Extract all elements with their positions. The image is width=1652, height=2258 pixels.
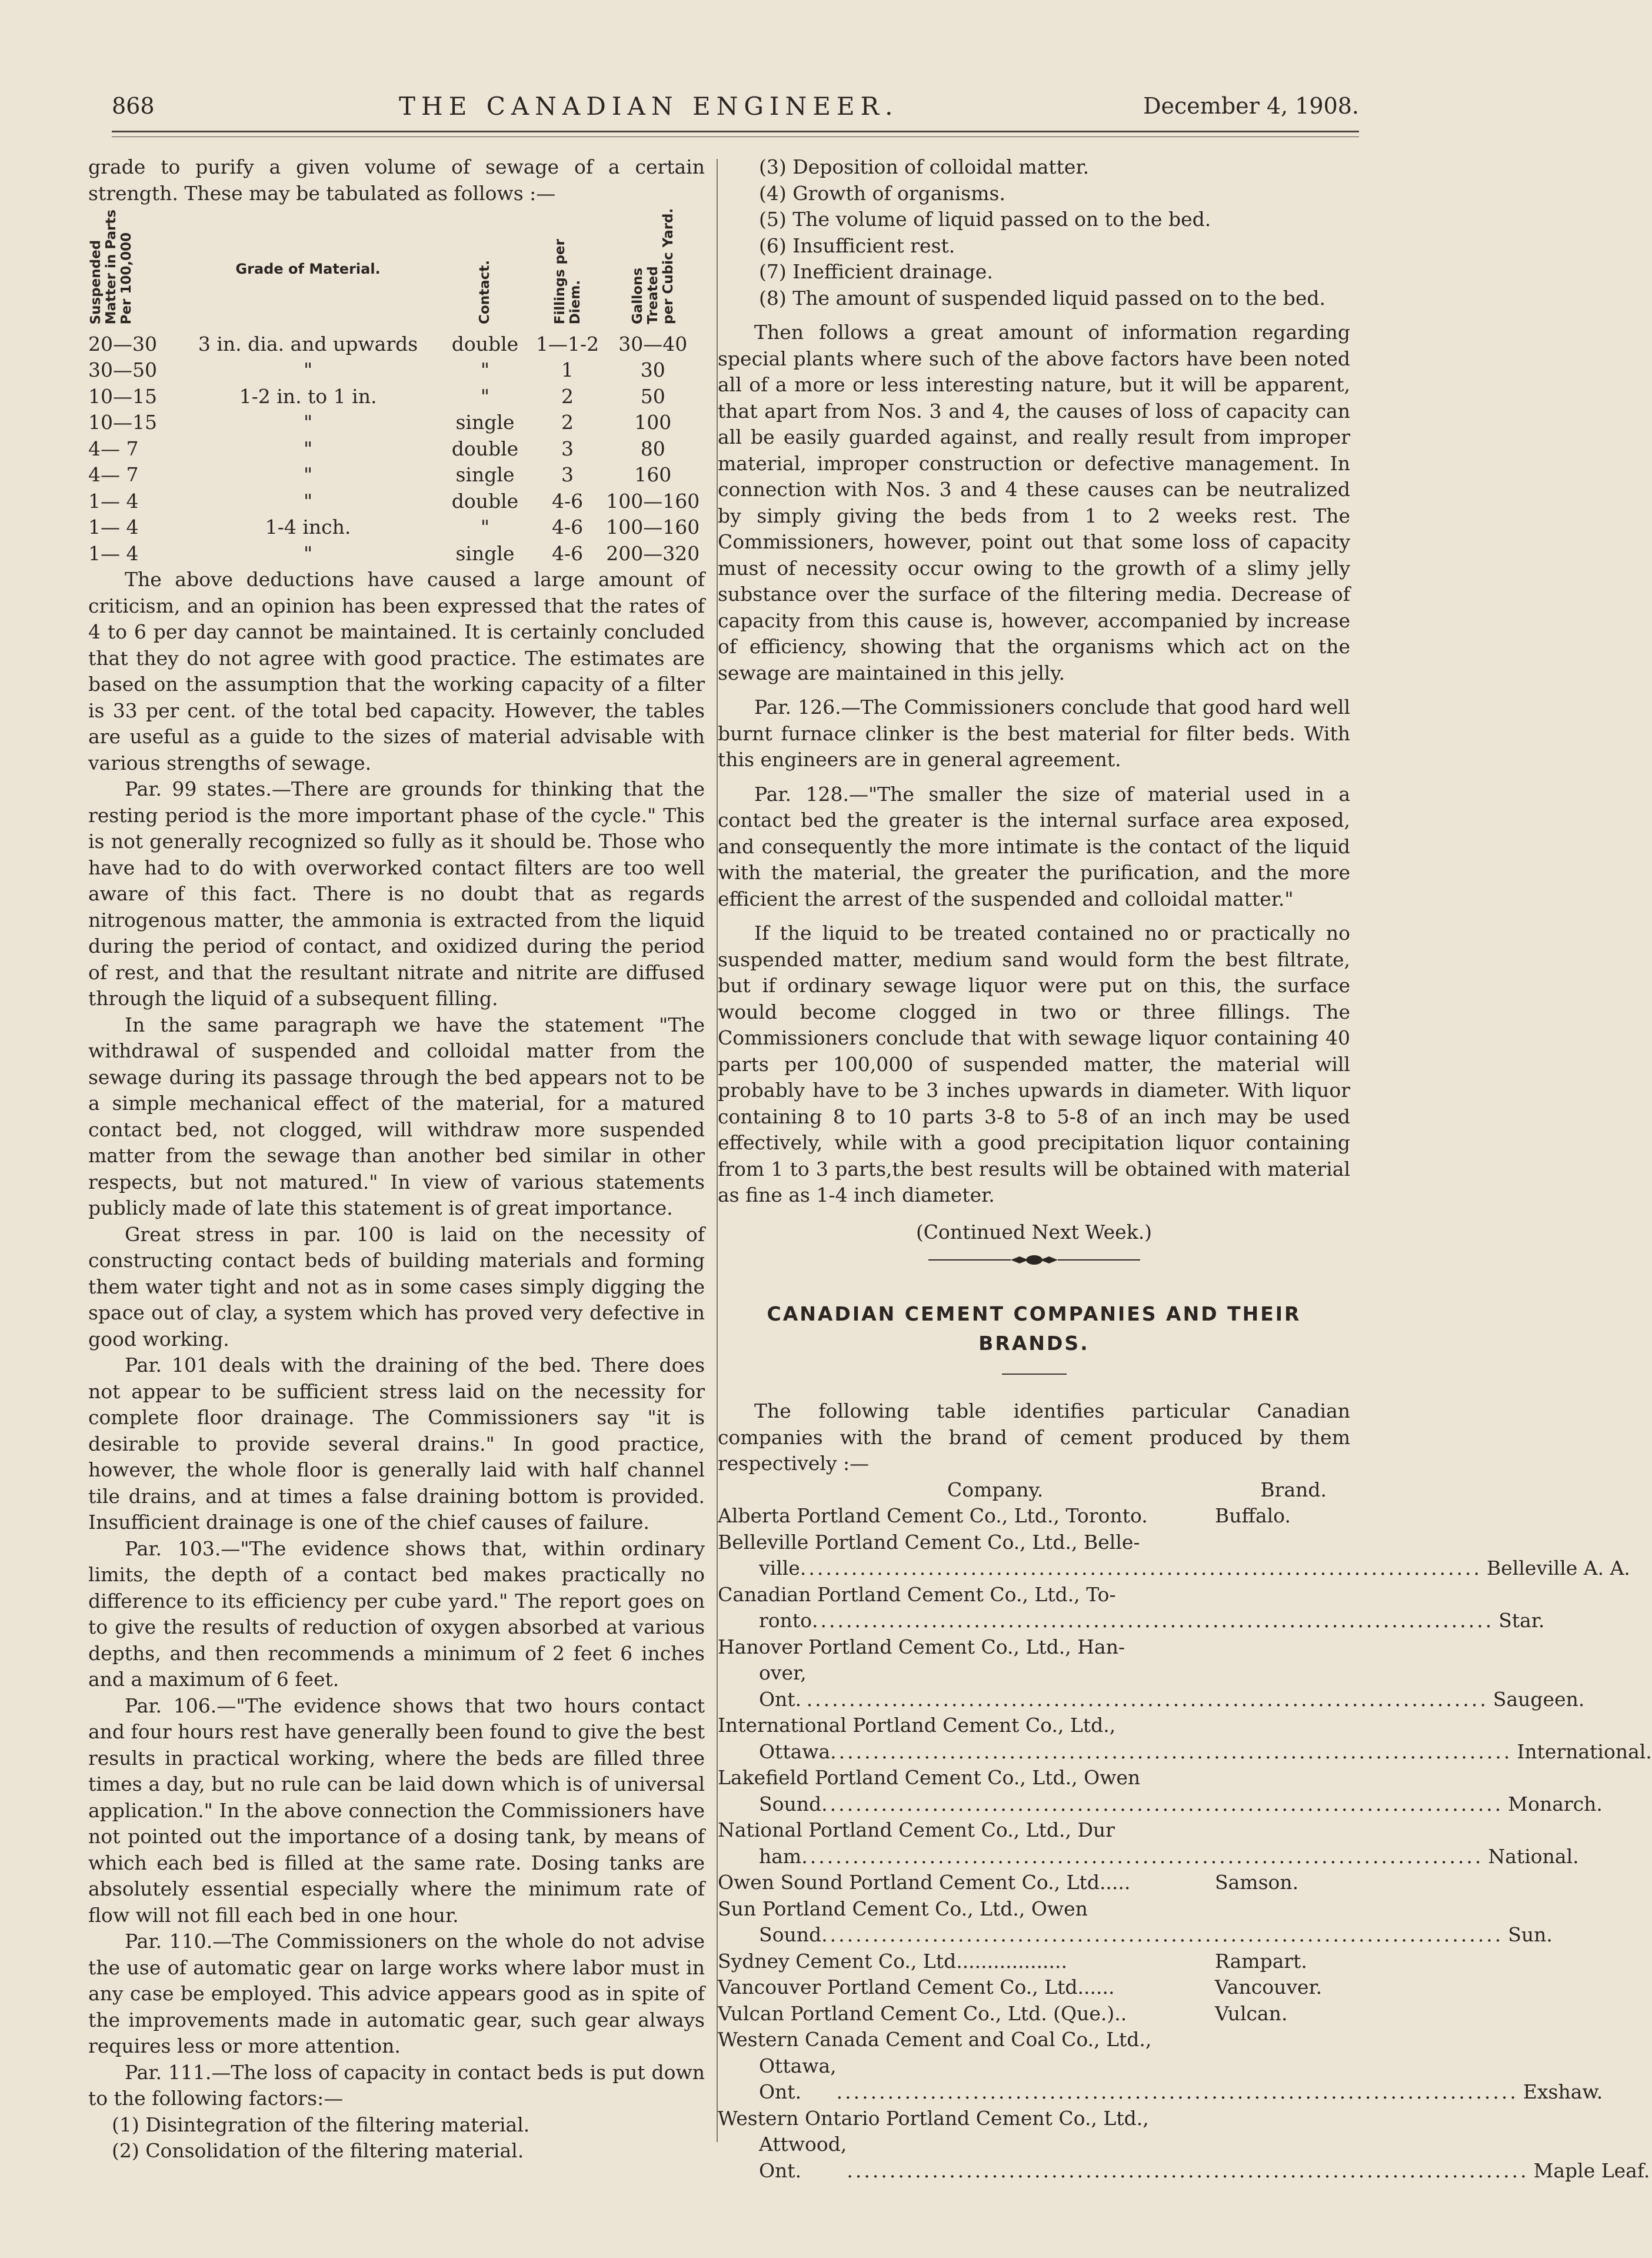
suspended-matter-cell: 10—15	[88, 384, 157, 408]
dot-leader: ................................................................................	[801, 1844, 1484, 1868]
contact-cell: double	[451, 332, 519, 355]
header-rule	[112, 131, 1359, 132]
journal-title: THE CANADIAN ENGINEER.	[399, 91, 899, 121]
cement-intro: The following table identifies particular Canadian companies with the brand of cement produced by them respectively :—	[718, 1399, 1350, 1475]
header-contact: Contact.	[477, 260, 493, 324]
company-name: Western Ontario Portland Cement Co., Ltd.,	[718, 2106, 1149, 2130]
brand-entry	[718, 2027, 1603, 2106]
company-name-tail: over, Ont.	[759, 1661, 807, 1711]
body-paragraph: In the same paragraph we have the statement "The withdrawal of suspended and colloidal matter from the sewage during its passage through the bed appears not to be a simple mechanical effect of the material, for a matured contact bed, not clogged, will withdraw more suspended matter from the sewage than another bed similar in other respects, but not matured." In view of various statements publicly made of late this statement is of great importance.	[88, 1013, 705, 1219]
brand-name: Vulcan.	[1215, 2001, 1288, 2025]
suspended-matter-cell: 30—50	[88, 358, 157, 381]
factor-item: (3) Deposition of colloidal matter.	[759, 155, 1090, 178]
company-column-header: Company.	[947, 1478, 1044, 1501]
gallons-cell: 30	[640, 358, 665, 381]
gallons-cell: 30—40	[618, 332, 688, 355]
brand-name: International.	[1517, 1740, 1652, 1763]
left-body-text	[88, 567, 705, 2112]
company-name-continuation	[718, 1660, 1585, 1712]
factor-item: (7) Inefficient drainage.	[759, 260, 993, 283]
fillings-cell: 1	[561, 358, 574, 381]
company-name-continuation	[718, 1608, 1545, 1634]
body-paragraph: Par. 128.—"The smaller the size of material used in a contact bed the greater is the internal surface area exposed, and consequently the more intimate is the contact of the liquid with the material, the greater the purification, and the more efficient the arrest of the suspended and colloidal matter."	[718, 782, 1350, 910]
fillings-cell: 1—1-2	[535, 332, 599, 355]
brand-name: Vancouver.	[1215, 1976, 1323, 1998]
table-row	[88, 488, 705, 515]
table-row	[88, 331, 705, 358]
grade-cell: "	[303, 463, 313, 486]
brand-entry	[718, 1817, 1579, 1870]
ornament-divider	[718, 1251, 1350, 1275]
gallons-cell: 100—160	[606, 489, 700, 513]
suspended-matter-cell: 4— 7	[88, 463, 139, 486]
dot-leader: ................................................................................	[830, 1740, 1513, 1763]
suspended-matter-cell: 4— 7	[88, 437, 139, 460]
company-name: Alberta Portland Cement Co., Ltd., Toronto.	[718, 1504, 1148, 1527]
body-paragraph: Par. 103.—"The evidence shows that, within ordinary limits, the depth of a contact bed makes practically no difference to its efficiency per cube yard." The report goes on to give the results of reduction of oxygen absorbed at various depths, and then recommends a minimum of 2 feet 6 inches and a maximum of 6 feet.	[88, 1537, 705, 1691]
table-row	[88, 436, 705, 463]
company-name: Canadian Portland Cement Co., Ltd., To-	[718, 1582, 1116, 1606]
brand-entry	[718, 2106, 1650, 2184]
grade-cell: "	[303, 489, 313, 513]
brands-table-header	[718, 1477, 1350, 1504]
fillings-cell: 3	[561, 437, 574, 460]
contact-cell: "	[480, 516, 490, 538]
company-name-tail: ville	[759, 1557, 800, 1579]
contact-cell: single	[455, 411, 515, 434]
body-paragraph: Par. 99 states.—There are grounds for thinking that the resting period is the more important phase of the cycle." This is not generally recognized so fully as it should be. Those who have had to do with overworked contact filters are too well aware of this fact. There is no doubt that as regards nitrogenous matter, the ammonia is extracted from the liquid during the period of contact, and oxidized during the period of rest, and that the resultant nitrate and nitrite are diffused through the liquid of a subsequent filling.	[88, 777, 705, 1010]
company-name-continuation	[718, 1844, 1579, 1870]
company-name-tail: Ottawa	[759, 1740, 831, 1763]
company-name-continuation	[718, 2053, 1603, 2106]
grade-cell: 1-4 inch.	[265, 516, 351, 538]
gallons-cell: 50	[640, 384, 665, 408]
company-name-continuation	[718, 1791, 1603, 1818]
dot-leader: ................................................................................	[836, 2080, 1518, 2103]
company-name: Hanover Portland Cement Co., Ltd., Han-	[718, 1635, 1125, 1658]
body-paragraph: Par. 101 deals with the draining of the bed. There does not appear to be sufficient stress laid on the necessity for complete floor drainage. The Commissioners say "it is desirable to provide several drains." In good practice, however, the whole floor is generally laid with half channel tile drains, and at times a false draining bottom is provided. Insufficient drainage is one of the chief causes of failure.	[88, 1354, 705, 1534]
brand-name: Rampart.	[1215, 1949, 1307, 1973]
header-suspended-matter: Suspended Matter in Parts Per 100,000	[88, 209, 134, 324]
company-name: Owen Sound Portland Cement Co., Ltd.....	[718, 1871, 1131, 1894]
dot-leader: ................................................................................	[806, 1687, 1488, 1711]
brand-name: Saugeen.	[1493, 1687, 1585, 1711]
header-grade-of-material: Grade of Material.	[235, 260, 381, 277]
factors-list-part1	[88, 2112, 705, 2164]
company-name: Vancouver Portland Cement Co., Ltd......	[718, 1976, 1115, 1998]
continued-note: (Continued Next Week.)	[915, 1220, 1153, 1243]
table-intro: grade to purify a given volume of sewage of a certain strength. These may be tabulated as follows :—	[88, 155, 705, 205]
brand-row	[718, 2001, 1350, 2027]
table-row	[88, 541, 705, 567]
table-row	[88, 514, 705, 541]
grade-cell: 1-2 in. to 1 in.	[239, 384, 377, 408]
suspended-matter-cell: 1— 4	[88, 541, 139, 565]
body-paragraph: Par. 126.—The Commissioners conclude that good hard well burnt furnace clinker is the best material for filter beds. With this engineers are in general agreement.	[718, 696, 1350, 771]
dot-leader: ................................................................................	[821, 1792, 1504, 1815]
company-name-tail: ronto	[759, 1609, 812, 1632]
body-paragraph: Then follows a great amount of information regarding special plants where such of the above factors have been noted all of a more or less interesting nature, but it will be apparent, that apart from Nos. 3 and 4, the causes of loss of capacity can all be easily guarded against, and really result from improper material, improper construction or defective management. In connection with Nos. 3 and 4 these causes can be neutralized by simply giving the beds from 1 to 2 weeks rest. The Commissioners, however, point out that some loss of capacity must of necessity occur owing to the growth of a slimy jelly substance over the surface of the filtering media. Decrease of capacity from this cause is, however, accompanied by increase of efficiency, showing that the organisms which act on the sewage are maintained in this jelly.	[718, 321, 1350, 684]
company-name: Lakefield Portland Cement Co., Ltd., Owen	[718, 1766, 1141, 1789]
fillings-cell: 2	[561, 384, 574, 408]
company-name: Sydney Cement Co., Ltd..................	[718, 1949, 1068, 1973]
factor-item: (8) The amount of suspended liquid passed on to the bed.	[759, 286, 1325, 310]
company-name: Sun Portland Cement Co., Ltd., Owen	[718, 1897, 1088, 1920]
brand-name: Star.	[1498, 1609, 1545, 1632]
body-paragraph: The above deductions have caused a large amount of criticism, and an opinion has been expressed that the rates of 4 to 6 per day cannot be maintained. It is certainly concluded that they do not agree with good practice. The estimates are based on the assumption that the working capacity of a filter is 33 per cent. of the total bed capacity. However, the tables are useful as a guide to the sizes of material advisable with various strengths of sewage.	[88, 568, 705, 774]
body-paragraph: Par. 111.—The loss of capacity in contact beds is put down to the following factors:—	[88, 2060, 705, 2110]
brand-name: Monarch.	[1508, 1792, 1603, 1815]
contact-cell: double	[451, 437, 519, 460]
brand-entry	[718, 2001, 1350, 2027]
brand-name: Maple Leaf.	[1533, 2159, 1650, 2182]
brand-name: Buffalo.	[1215, 1504, 1291, 1527]
body-paragraph: Par. 106.—"The evidence shows that two hours contact and four hours rest have generally been found to give the best results in practical working, where the beds are filled three times a day, but no rule can be laid down which is of universal application." In the above connection the Commissioners have not pointed out the importance of a dosing tank, by means of which each bed is filled at the same rate. Dosing tanks are absolutely essential especially where the minimum rate of flow will not fill each bed in one hour.	[88, 1694, 705, 1927]
table-body	[88, 331, 705, 567]
fillings-cell: 4-6	[551, 541, 584, 565]
suspended-matter-cell: 1— 4	[88, 489, 139, 513]
right-body-text	[718, 320, 1350, 1209]
brands-list	[718, 1503, 1652, 2184]
factor-item: (4) Growth of organisms.	[759, 181, 1005, 205]
company-name-tail: Sound	[759, 1923, 822, 1946]
contact-cell: "	[480, 384, 490, 408]
table-row	[88, 462, 705, 488]
brand-entry	[718, 1765, 1603, 1817]
brand-row	[718, 1870, 1350, 1896]
company-name-tail: Sound	[759, 1792, 822, 1815]
contact-cell: "	[480, 358, 490, 381]
gallons-cell: 200—320	[606, 541, 700, 565]
section-title-rule	[1002, 1374, 1067, 1375]
company-name-continuation	[718, 1739, 1652, 1765]
brand-name: Belleville A. A.	[1487, 1557, 1630, 1579]
fillings-cell: 4-6	[551, 516, 584, 538]
brand-row	[718, 1503, 1350, 1529]
dot-leader: ................................................................................	[800, 1557, 1483, 1579]
factors-list-part2	[718, 154, 1350, 311]
dot-leader: ................................................................................	[812, 1609, 1494, 1632]
grade-cell: "	[303, 437, 313, 460]
header-fillings-per-diem: Fillings per Diem.	[552, 238, 583, 324]
fillings-cell: 4-6	[551, 489, 584, 513]
dot-leader: ................................................................................	[847, 2159, 1529, 2182]
section-title: CANADIAN CEMENT COMPANIES AND THEIR BRANDS.	[767, 1302, 1301, 1355]
issue-date: December 4, 1908.	[1143, 93, 1359, 119]
page-header	[112, 88, 1359, 124]
contact-cell: single	[455, 541, 515, 565]
brand-row	[718, 1974, 1350, 2001]
brand-entry	[718, 1503, 1350, 1529]
brand-entry	[718, 1582, 1545, 1634]
brand-entry	[718, 1634, 1585, 1713]
factor-item: (5) The volume of liquid passed on to the bed.	[759, 208, 1211, 231]
left-column	[88, 154, 705, 2164]
contact-cell: double	[451, 489, 519, 513]
body-paragraph: Par. 110.—The Commissioners on the whole do not advise the use of automatic gear on large works where labor must in any case be employed. This advice appears good as in spite of the improvements made in automatic gear, such gear always requires less or more attention.	[88, 1930, 705, 2057]
body-paragraph: If the liquid to be treated contained no or practically no suspended matter, medium sand would form the best filtrate, but if ordinary sewage liquor were put on this, the surface would become clogged in two or three fillings. The Commissioners conclude that with sewage liquor containing 40 parts per 100,000 of suspended matter, the material will probably have to be 3 inches upwards in diameter. With liquor containing 8 to 10 parts 3-8 to 5-8 of an inch may be used effectively, while with a good precipitation liquor containing from 1 to 3 parts,the best results will be obtained with material as fine as 1-4 inch diameter.	[718, 922, 1350, 1206]
company-name: Vulcan Portland Cement Co., Ltd. (Que.)..	[718, 2001, 1127, 2025]
company-name-continuation	[718, 1922, 1553, 1948]
table-row	[88, 357, 705, 384]
company-name-tail: Ottawa, Ont.	[759, 2054, 837, 2103]
body-paragraph: Great stress in par. 100 is laid on the necessity of constructing contact beds of building materials and forming them water tight and not as in some cases simply digging the space out of clay, a system which has proved very defective in good working.	[88, 1222, 705, 1351]
grade-cell: "	[303, 541, 313, 565]
gallons-cell: 160	[634, 463, 672, 486]
company-name-tail: ham	[759, 1844, 802, 1868]
ornament-divider-icon	[928, 1251, 1140, 1269]
page-number: 868	[112, 93, 155, 119]
grade-cell: "	[303, 411, 313, 434]
company-name-continuation	[718, 1555, 1630, 1582]
suspended-matter-cell: 20—30	[88, 332, 157, 355]
gallons-cell: 100—160	[606, 516, 700, 538]
company-name: Western Canada Cement and Coal Co., Ltd.,	[718, 2028, 1152, 2051]
right-column	[718, 154, 1652, 2184]
grade-cell: 3 in. dia. and upwards	[198, 332, 418, 355]
brand-entry	[718, 1870, 1350, 1896]
brand-entry	[718, 1712, 1652, 1765]
gallons-cell: 80	[640, 437, 665, 460]
brand-entry	[718, 1529, 1630, 1582]
brand-entry	[718, 1896, 1553, 1948]
fillings-cell: 2	[561, 411, 574, 434]
table-header-row	[88, 207, 705, 331]
factor-item: (2) Consolidation of the filtering material.	[112, 2139, 524, 2162]
brand-entry	[718, 1974, 1350, 2001]
brand-name: Samson.	[1215, 1871, 1299, 1894]
table-row	[88, 410, 705, 436]
brand-name: Exshaw.	[1523, 2080, 1603, 2103]
header-gallons-treated: Gallons Treated per Cubic Yard.	[630, 208, 676, 324]
brand-column-header: Brand.	[1260, 1478, 1327, 1501]
company-name-continuation	[718, 2131, 1650, 2184]
company-name: Belleville Portland Cement Co., Ltd., Belle-	[718, 1530, 1140, 1554]
suspended-matter-cell: 10—15	[88, 411, 157, 434]
fillings-cell: 3	[561, 463, 574, 486]
brand-name: National.	[1488, 1844, 1579, 1868]
brand-row	[718, 1948, 1350, 1975]
filter-material-table	[88, 207, 705, 567]
company-name-tail: Attwood, Ont.	[759, 2133, 847, 2182]
contact-cell: single	[455, 463, 515, 486]
gallons-cell: 100	[634, 411, 672, 434]
company-name: International Portland Cement Co., Ltd.,	[718, 1714, 1116, 1737]
brand-name: Sun.	[1508, 1923, 1553, 1946]
factor-item: (6) Insufficient rest.	[759, 234, 955, 257]
table-row	[88, 384, 705, 410]
dot-leader: ................................................................................	[821, 1923, 1504, 1946]
brand-entry	[718, 1948, 1350, 1975]
suspended-matter-cell: 1— 4	[88, 516, 139, 538]
factor-item: (1) Disintegration of the filtering material.	[112, 2113, 530, 2136]
grade-cell: "	[303, 358, 313, 381]
company-name: National Portland Cement Co., Ltd., Dur	[718, 1818, 1115, 1841]
